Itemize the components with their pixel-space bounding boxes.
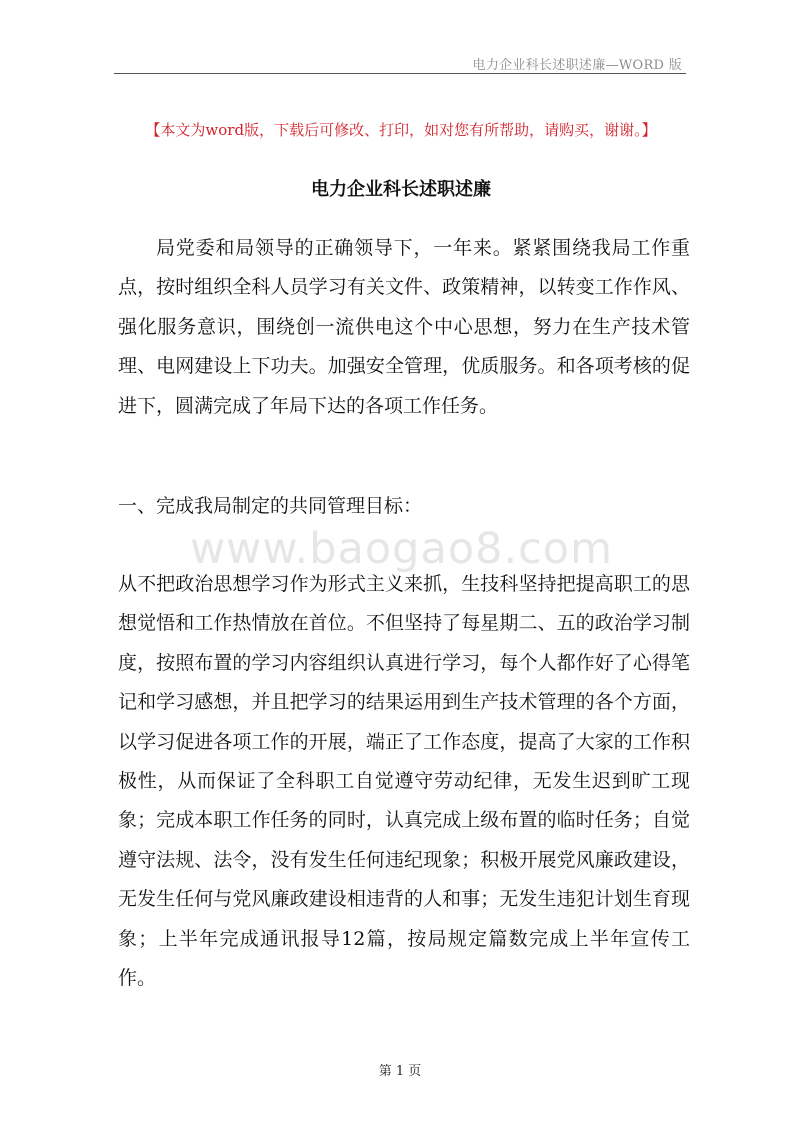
body-paragraph: 从不把政治思想学习作为形式主义来抓，生技科坚持把提高职工的思想觉悟和工作热情放在首位。不但坚持了每星期二、五的政治学习制度，按照布置的学习内容组织认真进行学习，每个人都作好了心得笔记和学习感想，并且把学习的结果运用到生产技术管理的各个方面，以学习促进各项工作的开展，端正了工作态度，提高了大家的工作积极性，从而保证了全科职工自觉遵守劳动纪律，无发生迟到旷工现象；完成本职工作任务的同时，认真完成上级布置的临时任务；自觉遵守法规、法令，没有发生任何违纪现象；积极开展党风廉政建设，无发生任何与党风廉政建设相违背的人和事；无发生违犯计划生育现象；上半年完成通讯报导12篇，按局规定篇数完成上半年宣传工作。 xyxy=(118,573,690,990)
document-title: 电力企业科长述职述廉 xyxy=(311,179,491,200)
section-heading: 一、完成我局制定的共同管理目标： xyxy=(118,495,423,517)
intro-paragraph: 局党委和局领导的正确领导下，一年来。紧紧围绕我局工作重点，按时组织全科人员学习有关文件、政策精神，以转变工作作风、强化服务意识，围绕创一流供电这个中心思想，努力在生产技术管理、电网建设上下功夫。加强安全管理，优质服务。和各项考核的促进下，圆满完成了年局下达的各项工作任务。 xyxy=(118,237,690,417)
header-divider xyxy=(114,73,686,74)
purchase-notice: 【本文为word版，下载后可修改、打印，如对您有所帮助，请购买，谢谢。】 xyxy=(145,121,657,139)
page-number: 第 1 页 xyxy=(378,1064,422,1079)
running-header-title: 电力企业科长述职述廉—WORD 版 xyxy=(472,58,682,73)
watermark: www.baogao8.com xyxy=(190,524,613,574)
